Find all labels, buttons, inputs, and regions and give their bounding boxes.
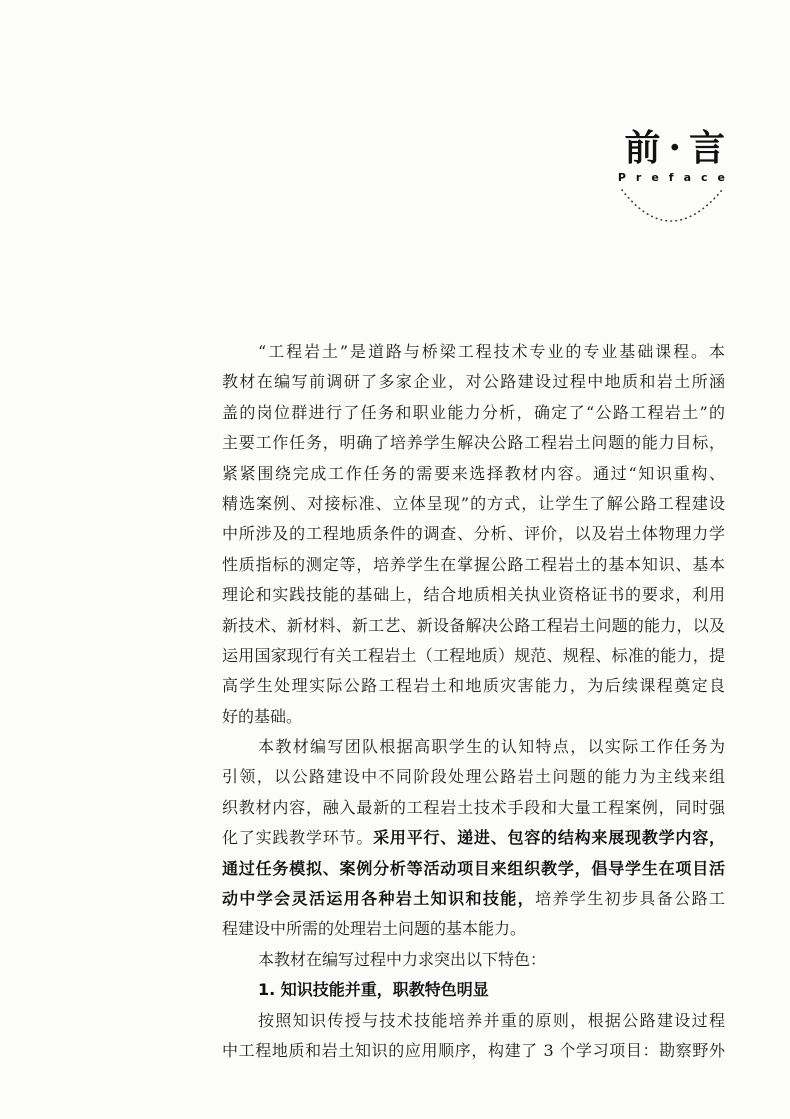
text-segment: 本教材在编写过程中力求突出以下特色： [258,949,547,969]
text-line [222,398,725,428]
text-segment: 性质指标的测定等，培养学生在掌握公路工程岩土的基本知识、基本 [222,554,725,574]
page-title: 前·言 [624,127,733,169]
text-segment: 理论和实践技能的基础上，结合地质相关执业资格证书的要求，利用 [222,585,725,605]
text-line [222,793,725,823]
text-segment: 主要工作任务，明确了培养学生解决公路工程岩土问题的能力目标， [222,433,725,453]
text-segment: 新技术、新材料、新工艺、新设备解决公路工程岩土问题的能力，以及 [222,615,725,635]
text-segment: 培养学生初步具备公路工 [535,889,725,909]
text-line [222,1006,725,1036]
text-line [222,367,725,397]
text-segment: 教材在编写前调研了多家企业，对公路建设过程中地质和岩土所涵 [222,372,725,392]
bold-text: 采用平行、递进、包容的结构来展现教学内容， [373,828,725,848]
text-line [222,337,725,367]
text-segment: “工程岩土”是道路与桥梁工程技术专业的专业基础课程。本 [258,342,725,361]
text-line [222,914,725,944]
text-line [222,1036,725,1066]
text-line [222,580,725,610]
text-segment: 紧紧围绕完成工作任务的需要来选择教材内容。通过“知识重构、 [222,463,725,483]
text-segment: 中所涉及的工程地质条件的调查、分析、评价，以及岩土体物理力学 [222,524,725,544]
text-segment: 运用国家现行有关工程岩土（工程地质）规范、规程、标准的能力，提 [222,645,725,665]
text-line [222,945,725,975]
text-line [222,611,725,641]
paragraph [222,732,725,945]
text-segment: 化了实践教学环节。 [222,828,374,848]
paragraph [222,945,725,975]
text-line [222,671,725,701]
text-line [222,884,725,914]
bold-text: 1. 知识技能并重，职教特色明显 [258,980,489,1000]
text-line [222,641,725,671]
bold-text: 通过任务模拟、案例分析等活动项目来组织教学，倡导学生在项目活 [222,858,725,878]
text-line [222,550,725,580]
text-segment: 织教材内容，融入最新的工程岩土技术手段和大量工程案例，同时强 [222,797,725,817]
text-line [222,519,725,549]
text-segment: 本教材编写团队根据高职学生的认知特点，以实际工作任务为 [258,737,725,757]
text-segment: 精选案例、对接标准、立体呈现”的方式，让学生了解公路工程建设 [222,493,725,513]
text-line [222,459,725,489]
preface-body [222,337,725,1066]
page-subtitle: Preface [617,171,735,184]
text-segment: 高学生处理实际公路工程岩土和地质灾害能力，为后续课程奠定良 [222,676,725,696]
text-segment: 引领，以公路建设中不同阶段处理公路岩土问题的能力为主线来组 [222,767,725,787]
text-line [222,489,725,519]
text-line [222,732,725,762]
text-segment: 好的基础。 [222,706,303,726]
text-segment: 程建设中所需的处理岩土问题的基本能力。 [222,919,527,939]
text-line [222,975,725,1005]
dotted-arc-ornament [600,180,740,240]
bold-text: 动中学会灵活运用各种岩土知识和技能， [222,889,536,909]
paragraph [222,337,725,732]
text-line [222,428,725,458]
text-line [222,762,725,792]
text-segment: 按照知识传授与技术技能培养并重的原则，根据公路建设过程 [258,1010,725,1030]
text-segment: 中工程地质和岩土知识的应用顺序，构建了 3 个学习项目：勘察野外 [222,1040,725,1060]
text-line [222,823,725,853]
paragraph [222,1006,725,1067]
text-segment: 盖的岗位群进行了任务和职业能力分析，确定了“公路工程岩土”的 [222,402,725,422]
text-line [222,854,725,884]
section-heading [222,975,725,1005]
text-line [222,702,725,732]
